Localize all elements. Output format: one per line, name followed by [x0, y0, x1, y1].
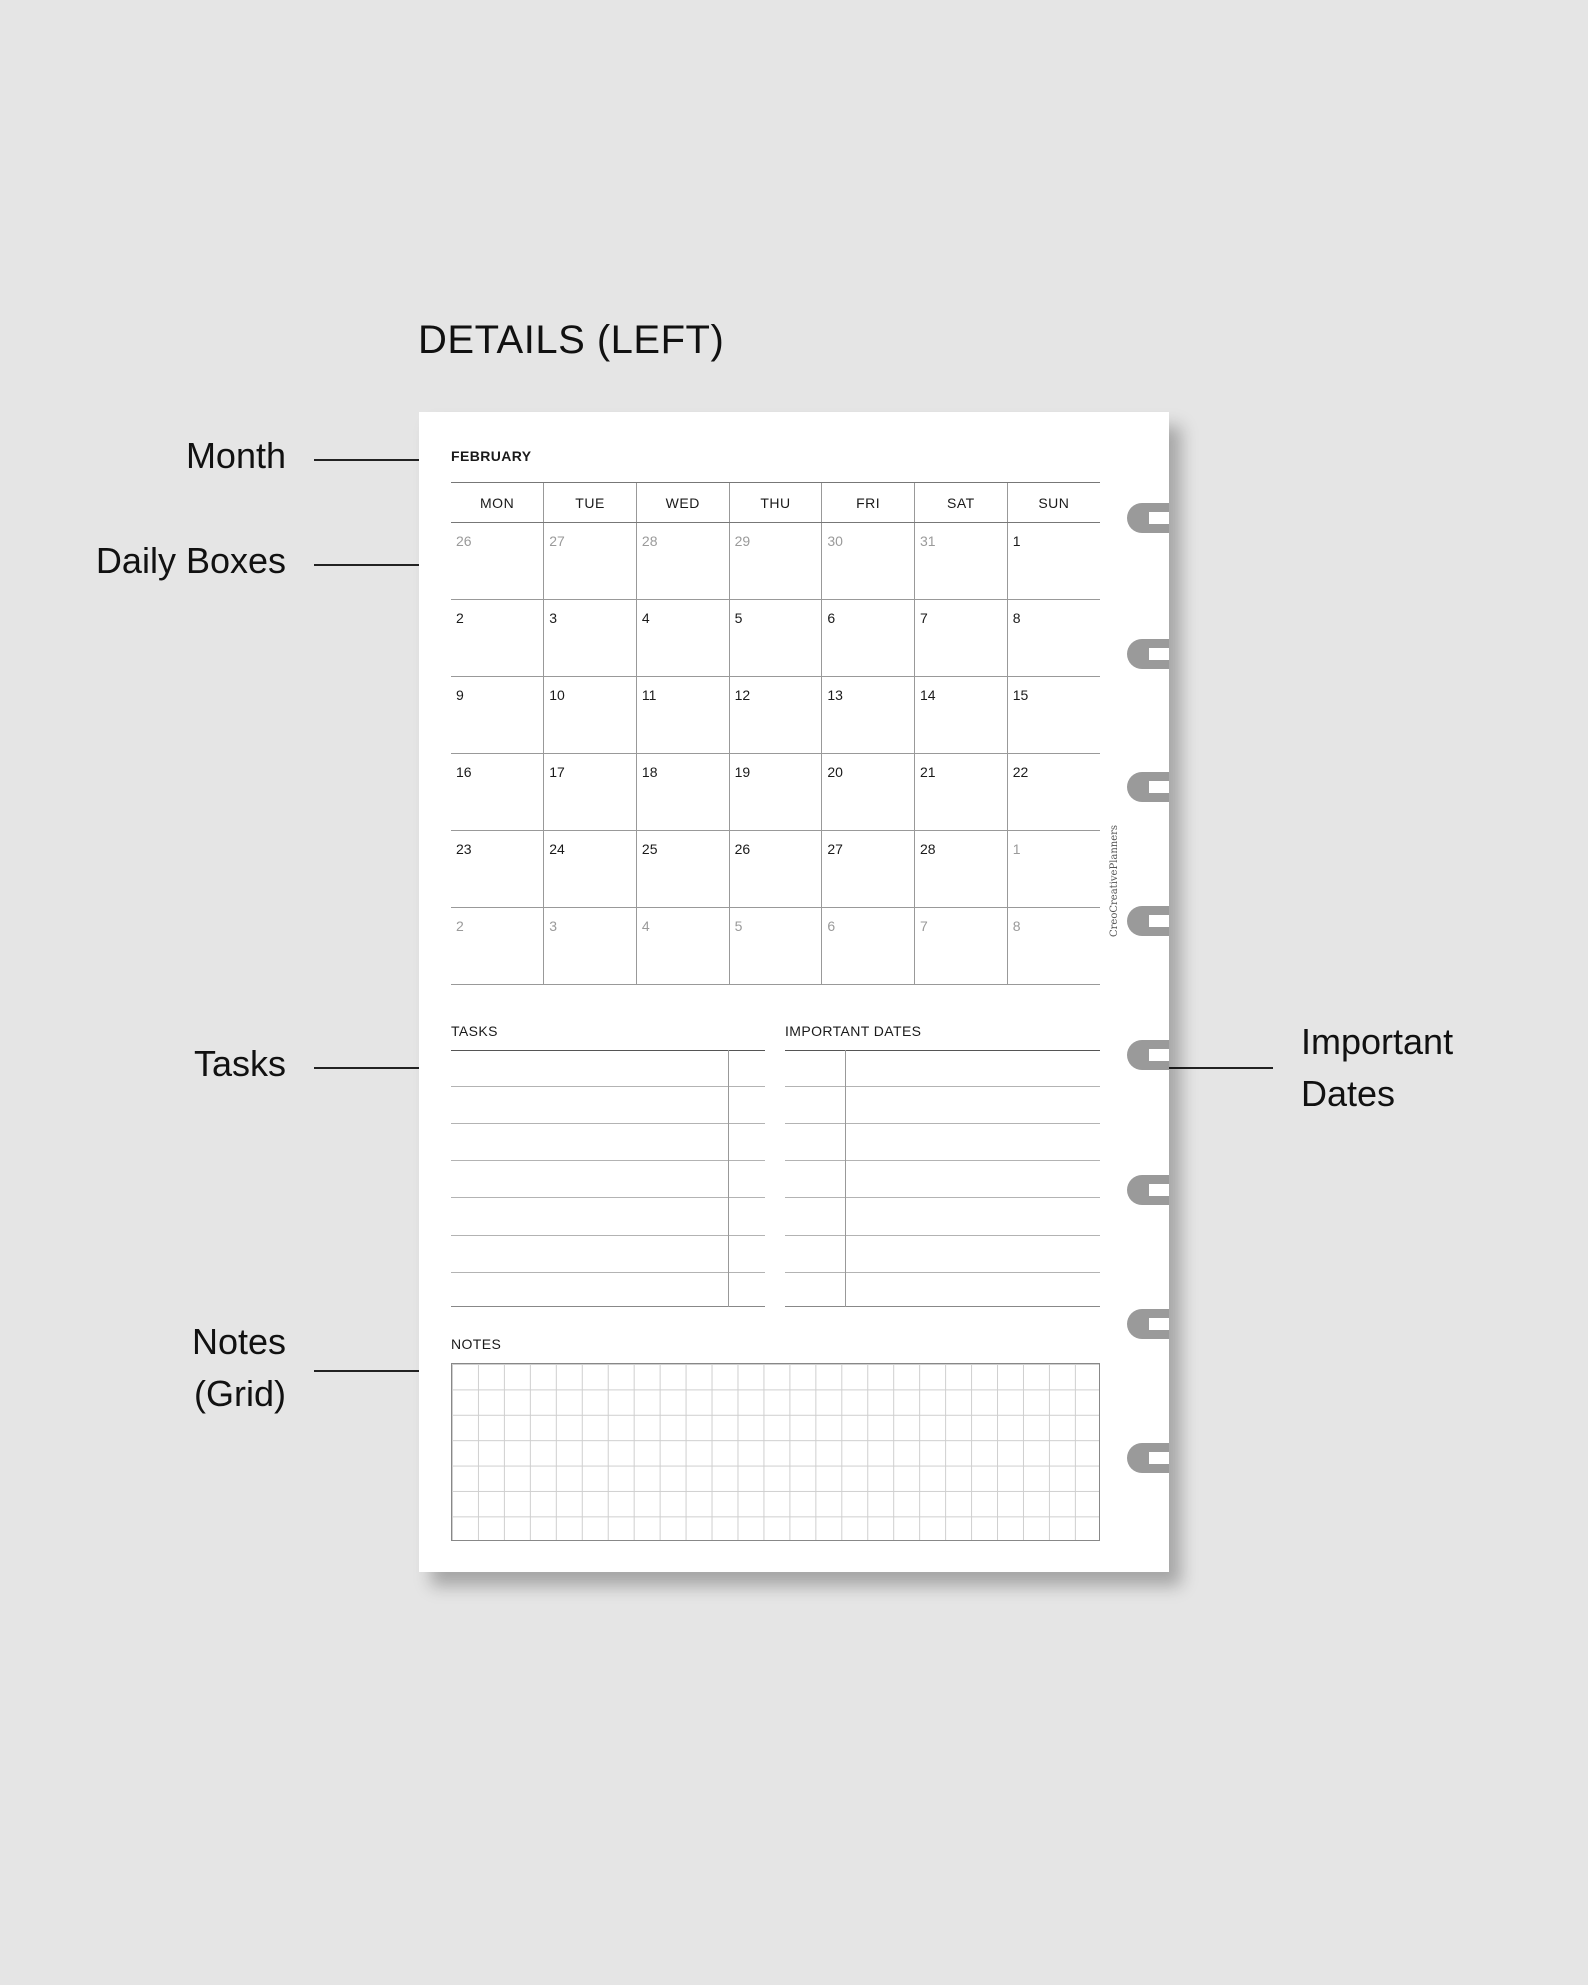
day-box: 2: [451, 600, 544, 677]
weekday-fri: FRI: [822, 483, 915, 523]
weekday-wed: WED: [636, 483, 729, 523]
day-box: 4: [636, 600, 729, 677]
brand-watermark: CreoCreativePlanners: [1109, 824, 1120, 937]
weekday-thu: THU: [729, 483, 822, 523]
tasks-line: [451, 1235, 765, 1236]
day-box: 3: [544, 908, 637, 985]
important-dates-line: [785, 1235, 1100, 1236]
callout-important-line1: Important: [1301, 1021, 1454, 1062]
day-box: 27: [544, 523, 637, 600]
day-box: 29: [729, 523, 822, 600]
day-box: 7: [915, 600, 1008, 677]
calendar-week-row: [451, 908, 1100, 985]
day-box: 10: [544, 677, 637, 754]
important-dates-date-column-line: [845, 1050, 846, 1307]
callout-notes-line1: Notes: [191, 1321, 286, 1362]
important-dates-line: [785, 1086, 1100, 1087]
day-box: 9: [451, 677, 544, 754]
day-box: 27: [822, 831, 915, 908]
binder-ring: [1127, 1175, 1169, 1205]
important-dates-line: [785, 1272, 1100, 1273]
day-box: 5: [729, 908, 822, 985]
important-dates-line: [785, 1160, 1100, 1161]
day-box: 3: [544, 600, 637, 677]
calendar-week-row: [451, 754, 1100, 831]
day-box: 1: [1007, 523, 1100, 600]
tasks-line: [451, 1160, 765, 1161]
tasks-lines: [451, 1050, 765, 1308]
day-box: 28: [636, 523, 729, 600]
binder-ring: [1127, 1443, 1169, 1473]
important-dates-line: [785, 1197, 1100, 1198]
binder-ring: [1127, 639, 1169, 669]
binder-ring: [1127, 906, 1169, 936]
day-box: 22: [1007, 754, 1100, 831]
calendar-week-row: [451, 831, 1100, 908]
tasks-line: [451, 1272, 765, 1273]
day-box: 16: [451, 754, 544, 831]
important-dates-lines: [785, 1050, 1100, 1308]
day-box: 14: [915, 677, 1008, 754]
binder-ring: [1127, 503, 1169, 533]
day-box: 4: [636, 908, 729, 985]
tasks-top-rule: [451, 1050, 765, 1051]
binder-ring: [1127, 772, 1169, 802]
binder-ring: [1127, 1040, 1169, 1070]
calendar-grid: [451, 482, 1100, 985]
day-box: 5: [729, 600, 822, 677]
calendar-week-row: [451, 677, 1100, 754]
day-box: 30: [822, 523, 915, 600]
notes-label: NOTES: [451, 1336, 502, 1352]
day-box: 25: [636, 831, 729, 908]
month-label: FEBRUARY: [451, 448, 532, 464]
day-box: 8: [1007, 908, 1100, 985]
day-box: 12: [729, 677, 822, 754]
tasks-line: [451, 1086, 765, 1087]
day-box: 17: [544, 754, 637, 831]
day-box: 20: [822, 754, 915, 831]
callout-notes: [120, 1316, 286, 1420]
day-box: 11: [636, 677, 729, 754]
day-box: 26: [451, 523, 544, 600]
day-box: 18: [636, 754, 729, 831]
day-box: 26: [729, 831, 822, 908]
tasks-line: [451, 1123, 765, 1124]
day-box: 2: [451, 908, 544, 985]
day-box: 13: [822, 677, 915, 754]
weekday-sat: SAT: [915, 483, 1008, 523]
important-dates-line: [785, 1123, 1100, 1124]
tasks-checkbox-column-line: [728, 1050, 729, 1307]
day-box: 28: [915, 831, 1008, 908]
calendar-body: [451, 523, 1100, 985]
tasks-line: [451, 1197, 765, 1198]
tasks-bottom-rule: [451, 1306, 765, 1307]
day-box: 31: [915, 523, 1008, 600]
weekday-sun: SUN: [1007, 483, 1100, 523]
day-box: 19: [729, 754, 822, 831]
day-box: 6: [822, 600, 915, 677]
calendar-week-row: [451, 600, 1100, 677]
callout-important-dates: [1301, 1016, 1453, 1120]
callout-important-line2: Dates: [1301, 1073, 1396, 1114]
callout-tasks: Tasks: [193, 1043, 286, 1084]
day-box: 23: [451, 831, 544, 908]
day-box: 21: [915, 754, 1008, 831]
binder-ring: [1127, 1309, 1169, 1339]
important-dates-top-rule: [785, 1050, 1100, 1051]
calendar-week-row: [451, 523, 1100, 600]
notes-grid: [451, 1363, 1100, 1541]
callout-notes-line2: (Grid): [194, 1373, 286, 1414]
page-heading: DETAILS (LEFT): [418, 318, 725, 362]
day-box: 15: [1007, 677, 1100, 754]
day-box: 8: [1007, 600, 1100, 677]
day-box: 1: [1007, 831, 1100, 908]
day-box: 24: [544, 831, 637, 908]
important-dates-label: IMPORTANT DATES: [785, 1023, 922, 1039]
weekday-tue: TUE: [544, 483, 637, 523]
day-box: 6: [822, 908, 915, 985]
callout-month: Month: [185, 435, 286, 476]
weekday-mon: MON: [451, 483, 544, 523]
day-box: 7: [915, 908, 1008, 985]
important-dates-bottom-rule: [785, 1306, 1100, 1307]
tasks-label: TASKS: [451, 1023, 498, 1039]
callout-daily-boxes: Daily Boxes: [95, 540, 286, 581]
weekday-header-row: [451, 483, 1100, 523]
planner-page: [419, 412, 1169, 1572]
